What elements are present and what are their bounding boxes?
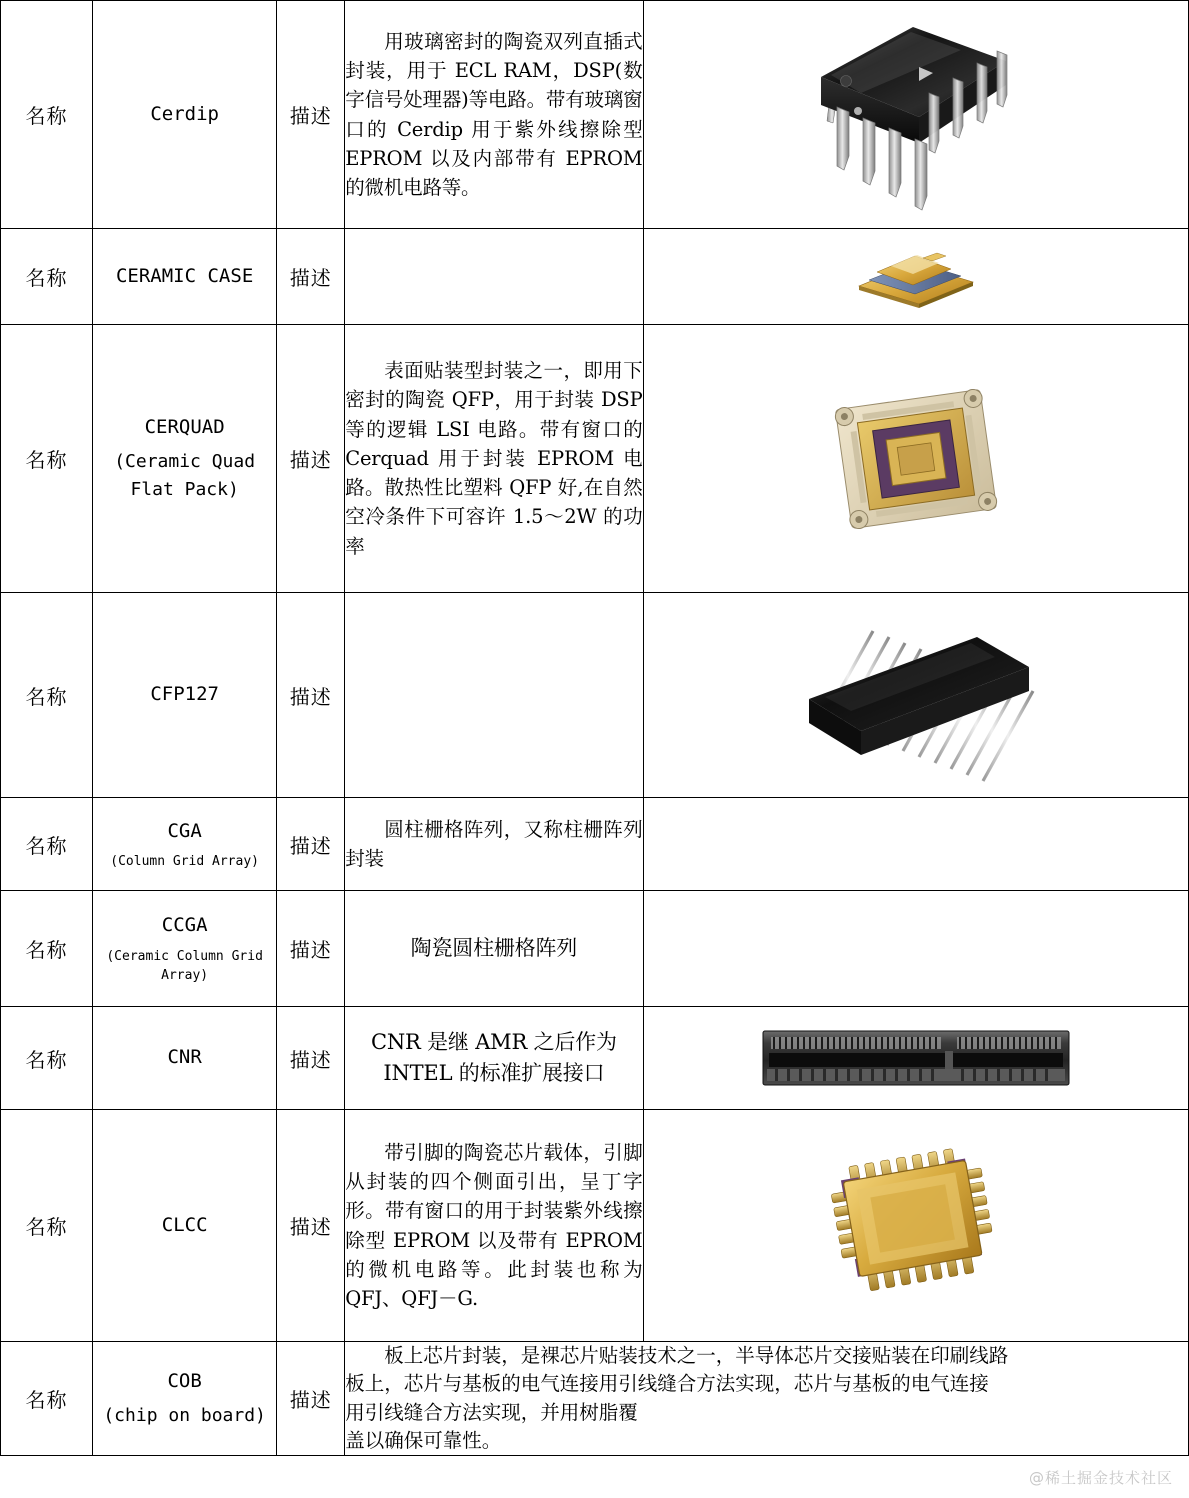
row-description: 用玻璃密封的陶瓷双列直插式封装，用于 ECL RAM，DSP(数字信号处理器)等电路。带有玻璃窗口的 Cerdip 用于紫外线擦除型 EPROM 以及内部带有 EPROM 的微机电路等。 bbox=[345, 1, 643, 229]
row-title-text: Cerdip bbox=[150, 102, 219, 125]
row-title-subtext: (Column Grid Array) bbox=[110, 853, 259, 869]
row-desc-label: 描述 bbox=[277, 1342, 345, 1456]
row-title-text: CCGA bbox=[161, 914, 208, 937]
row-description-line2: 板上，芯片与基板的电气连接用引线缝合方法实现，芯片与基板的电气连接 bbox=[345, 1372, 989, 1396]
row-description bbox=[345, 593, 643, 798]
row-desc-label: 描述 bbox=[277, 891, 345, 1007]
row-description bbox=[345, 1342, 1189, 1456]
row-description: CNR 是继 AMR 之后作为 INTEL 的标准扩展接口 bbox=[345, 1007, 643, 1110]
row-description-line3: 用引线缝合方法实现，并用树脂覆 bbox=[345, 1400, 638, 1424]
table-row bbox=[1, 325, 1189, 593]
row-title-text: CFP127 bbox=[150, 683, 219, 706]
table-row bbox=[1, 1007, 1189, 1110]
row-desc-label: 描述 bbox=[277, 798, 345, 891]
row-name-label: 名称 bbox=[1, 1110, 93, 1342]
row-title bbox=[93, 325, 277, 593]
row-desc-label: 描述 bbox=[277, 1110, 345, 1342]
table-row bbox=[1, 229, 1189, 325]
table-row bbox=[1, 798, 1189, 891]
row-title bbox=[93, 1, 277, 229]
row-title-subtext: (Ceramic Column Grid Array) bbox=[106, 948, 263, 984]
row-name-label: 名称 bbox=[1, 593, 93, 798]
row-image-cell bbox=[643, 1007, 1189, 1110]
row-title bbox=[93, 593, 277, 798]
row-desc-label: 描述 bbox=[277, 1007, 345, 1110]
row-title bbox=[93, 1342, 277, 1456]
watermark: @稀土掘金技术社区 bbox=[1028, 1469, 1173, 1487]
cfp127-sip-photo bbox=[644, 603, 1189, 788]
row-image-cell bbox=[643, 325, 1189, 593]
table-row bbox=[1, 593, 1189, 798]
row-title bbox=[93, 1110, 277, 1342]
row-description: 表面贴装型封装之一，即用下密封的陶瓷 QFP，用于封装 DSP 等的逻辑 LSI 电路。带有窗口的 Cerquad 用于封装 EPROM 电路。散热性比塑料 QFP 好,在自然空冷条件下可容许 1.5～2W 的功率 bbox=[345, 325, 643, 593]
dip-8-chip-photo bbox=[644, 15, 1189, 215]
row-title bbox=[93, 1007, 277, 1110]
ceramic-case-icon bbox=[851, 242, 981, 312]
row-name-label: 名称 bbox=[1, 798, 93, 891]
row-image-cell bbox=[643, 229, 1189, 325]
row-image-cell bbox=[643, 1, 1189, 229]
row-title-subtext: (Ceramic Quad Flat Pack) bbox=[114, 451, 256, 501]
row-name-label: 名称 bbox=[1, 1007, 93, 1110]
row-name-label: 名称 bbox=[1, 229, 93, 325]
row-image-cell bbox=[643, 891, 1189, 1007]
row-title bbox=[93, 798, 277, 891]
row-description: 陶瓷圆柱栅格阵列 bbox=[345, 891, 643, 1007]
row-description: 带引脚的陶瓷芯片载体，引脚从封装的四个侧面引出，呈丁字形。带有窗口的用于封装紫外线擦除型 EPROM 以及带有 EPROM 的微机电路等。此封装也称为 QFJ、QFJ－G. bbox=[345, 1110, 643, 1342]
row-description-line4: 盖以确保可靠性。 bbox=[345, 1428, 502, 1452]
row-desc-label: 描述 bbox=[277, 229, 345, 325]
row-title-text: COB bbox=[167, 1369, 202, 1392]
row-title-text: CERQUAD bbox=[144, 415, 225, 438]
clcc-icon bbox=[816, 1136, 1016, 1316]
row-image-cell bbox=[643, 1110, 1189, 1342]
row-title-text: CNR bbox=[167, 1046, 202, 1069]
row-name-label: 名称 bbox=[1, 1342, 93, 1456]
row-title-text: CLCC bbox=[161, 1213, 208, 1236]
row-name-label: 名称 bbox=[1, 1, 93, 229]
row-description-line1: 板上芯片封装，是裸芯片贴装技术之一，半导体芯片交接贴装在印刷线路 bbox=[384, 1344, 1009, 1367]
row-desc-label: 描述 bbox=[277, 593, 345, 798]
table-row bbox=[1, 1, 1189, 229]
row-name-label: 名称 bbox=[1, 891, 93, 1007]
row-description bbox=[345, 229, 643, 325]
cerquad-icon bbox=[821, 379, 1011, 539]
row-image-cell bbox=[643, 593, 1189, 798]
row-title bbox=[93, 229, 277, 325]
row-desc-label: 描述 bbox=[277, 325, 345, 593]
row-desc-label: 描述 bbox=[277, 1, 345, 229]
row-title-text: CERAMIC CASE bbox=[115, 264, 254, 287]
cfp127-sip-icon bbox=[781, 603, 1051, 788]
dip-8-chip-icon bbox=[801, 15, 1031, 215]
table-row bbox=[1, 1110, 1189, 1342]
cerquad-photo bbox=[644, 379, 1189, 539]
row-title-subtext: (chip on board) bbox=[103, 1405, 266, 1427]
row-title-text: CGA bbox=[167, 819, 202, 842]
ceramic-case-photo bbox=[644, 242, 1189, 312]
row-title bbox=[93, 891, 277, 1007]
row-name-label: 名称 bbox=[1, 325, 93, 593]
clcc-photo bbox=[644, 1136, 1189, 1316]
row-description: 圆柱栅格阵列，又称柱栅阵列封装 bbox=[345, 798, 643, 891]
row-image-cell bbox=[643, 798, 1189, 891]
table-row bbox=[1, 1342, 1189, 1456]
cnr-slot-photo bbox=[644, 1023, 1189, 1093]
table-row bbox=[1, 891, 1189, 1007]
cnr-slot-icon bbox=[761, 1023, 1071, 1093]
